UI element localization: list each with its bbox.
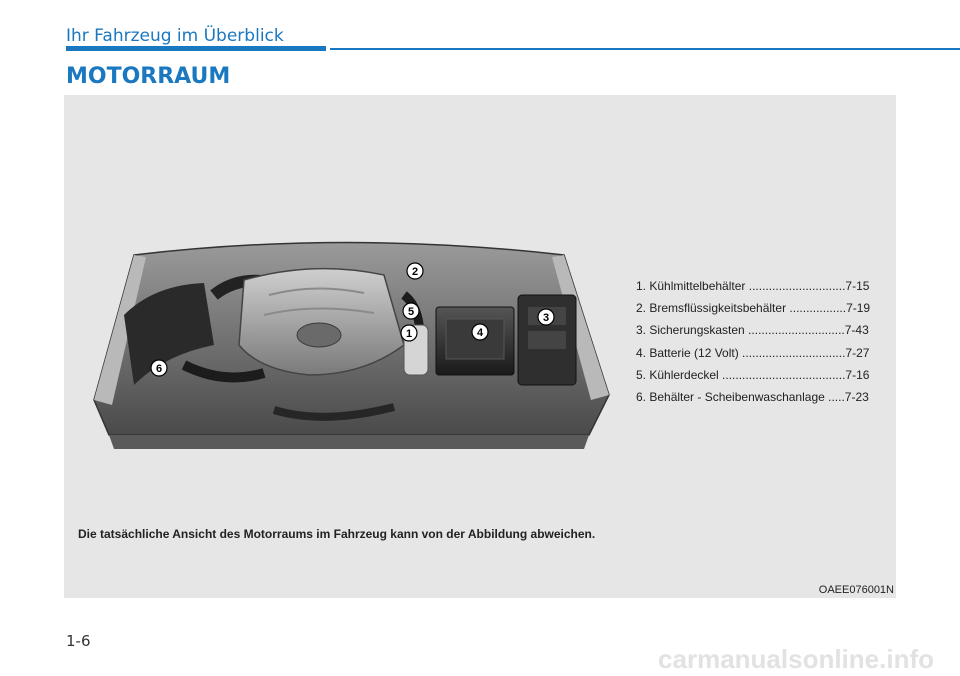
legend-item-radiator-cap: 5. Kühlerdeckel .....................................7-16 — [636, 367, 870, 382]
engine-bay-illustration — [64, 235, 630, 465]
callout-2 — [407, 263, 423, 279]
legend-item-coolant-reservoir: 1. Kühlmittelbehälter .............................7-15 — [636, 279, 870, 293]
figure-panel — [64, 95, 896, 598]
watermark: carmanualsonline.info — [658, 644, 934, 674]
legend-item-washer-reservoir: 6. Behälter - Scheibenwaschanlage .....7-23 — [636, 389, 869, 404]
callout-6 — [151, 360, 167, 376]
figure-code: OAEE076001N — [818, 584, 894, 596]
svg-text:6: 6 — [155, 363, 163, 375]
header-rule-thick — [66, 46, 326, 51]
legend-item-battery: 4. Batterie (12 Volt) ...............................7-27 — [636, 345, 870, 360]
svg-text:5: 5 — [407, 306, 415, 318]
svg-text:4: 4 — [476, 327, 484, 339]
svg-text:3: 3 — [542, 312, 550, 324]
page-heading: MOTORRAUM — [66, 64, 231, 89]
section-title: Ihr Fahrzeug im Überblick — [66, 26, 284, 46]
svg-text:1: 1 — [405, 328, 413, 340]
header-rule-thin — [330, 48, 960, 50]
svg-text:2: 2 — [411, 266, 419, 278]
callout-1 — [401, 325, 417, 341]
parts-legend — [636, 275, 886, 408]
callout-3 — [538, 309, 554, 325]
page-number: 1-6 — [66, 632, 91, 650]
callout-4 — [472, 324, 488, 340]
callout-5 — [403, 303, 419, 319]
legend-item-fuse-box: 3. Sicherungskasten .............................7-43 — [636, 323, 869, 338]
legend-item-brake-fluid-reservoir: 2. Bremsflüssigkeitsbehälter .................7-19 — [636, 301, 871, 316]
figure-disclaimer: Die tatsächliche Ansicht des Motorraums im Fahrzeug kann von der Abbildung abweichen. — [78, 527, 596, 541]
